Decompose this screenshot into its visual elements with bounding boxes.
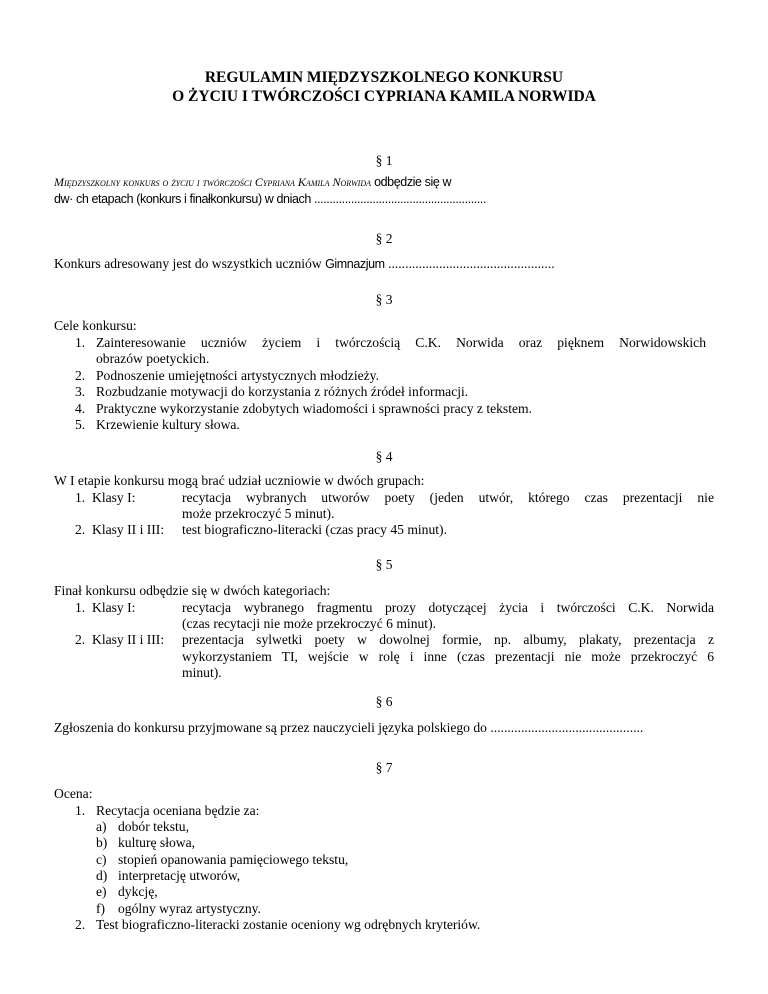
category-description: test biograficzno-literacki (czas pracy 45 minut). xyxy=(182,522,447,537)
section-1-line-1-rest: odbędzie się w xyxy=(371,175,452,189)
category-description: prezentacja sylwetki poety w dowolnej formie, np. albumy, plakaty, prezentacja z xyxy=(182,632,714,647)
sublist-letter: d) xyxy=(96,868,108,883)
sublist-item-text: dykcję, xyxy=(118,884,158,899)
section-4-intro: W I etapie konkursu mogą brać udział uczniowie w dwóch grupach: xyxy=(54,473,425,488)
category-label: Klasy II i III: xyxy=(92,632,165,647)
section-2-text-a: Konkurs adresowany jest do wszystkich uczniów xyxy=(54,256,326,271)
category-description-cont: może przekroczyć 5 minut). xyxy=(182,506,335,521)
section-6-text: Zgłoszenia do konkursu przyjmowane są przez nauczycieli języka polskiego do ............................................. xyxy=(54,720,644,735)
sublist-item-text: kulturę słowa, xyxy=(118,835,196,850)
list-number: 1. xyxy=(75,490,86,505)
section-6-mark: § 6 xyxy=(375,694,393,709)
list-number: 1. xyxy=(75,335,86,350)
category-description: recytacja wybranych utworów poety (jeden utwór, którego czas prezentacji nie xyxy=(182,490,714,505)
list-number: 2. xyxy=(75,522,86,537)
category-description-cont: wykorzystaniem TI, wejście w rolę i inne (czas prezentacji nie może przekroczyć 6 xyxy=(182,649,714,664)
section-2-text xyxy=(54,256,738,272)
category-label: Klasy I: xyxy=(92,600,136,615)
sublist-letter: c) xyxy=(96,852,107,867)
category-description-cont: minut). xyxy=(182,665,222,680)
list-item-text: Rozbudzanie motywacji do korzystania z różnych źródeł informacji. xyxy=(96,384,469,399)
list-item-text-cont: obrazów poetyckich. xyxy=(96,351,210,366)
section-5-intro: Finał konkursu odbędzie się w dwóch kategoriach: xyxy=(54,583,331,598)
section-7-intro: Ocena: xyxy=(54,786,93,801)
list-number: 2. xyxy=(75,632,86,647)
category-label: Klasy I: xyxy=(92,490,136,505)
sublist-letter: f) xyxy=(96,901,106,916)
list-number: 1. xyxy=(75,803,86,818)
sublist-item-text: interpretację utworów, xyxy=(118,868,241,883)
sublist-letter: b) xyxy=(96,835,108,850)
contest-name: Międzyszkolny konkurs o życiu i twórczości Cypriana Kamila Norwida xyxy=(54,175,371,189)
list-item-text: Zainteresowanie uczniów życiem i twórczością C.K. Norwida oraz pięknem Norwidowskich xyxy=(96,335,706,350)
sublist-item-text: ogólny wyraz artystyczny. xyxy=(118,901,261,916)
section-3-intro: Cele konkursu: xyxy=(54,318,137,333)
section-3-mark: § 3 xyxy=(375,292,393,307)
list-item-text: Krzewienie kultury słowa. xyxy=(96,417,240,432)
section-7-mark: § 7 xyxy=(375,760,393,775)
section-4-mark: § 4 xyxy=(375,449,393,464)
category-label: Klasy II i III: xyxy=(92,522,165,537)
section-2-school: Gimnazjum xyxy=(325,257,385,271)
sublist-letter: a) xyxy=(96,819,107,834)
list-number: 2. xyxy=(75,368,86,383)
sublist-letter: e) xyxy=(96,884,107,899)
list-item-text: Praktyczne wykorzystanie zdobytych wiadomości i sprawności pracy z tekstem. xyxy=(96,401,533,416)
category-description: recytacja wybranego fragmentu prozy dotyczącej życia i twórczości C.K. Norwida xyxy=(182,600,714,615)
section-5-mark: § 5 xyxy=(375,557,393,572)
list-item-text: Recytacja oceniana będzie za: xyxy=(96,803,260,818)
section-2-dots: ................................................. xyxy=(384,256,555,271)
category-description-cont: (czas recytacji nie może przekroczyć 6 minut). xyxy=(182,616,436,631)
list-number: 2. xyxy=(75,917,86,932)
list-number: 1. xyxy=(75,600,86,615)
sublist-item-text: stopień opanowania pamięciowego tekstu, xyxy=(118,852,349,867)
section-1-mark: § 1 xyxy=(375,153,393,168)
list-item-text: Test biograficzno-literacki zostanie oceniony wg odrębnych kryteriów. xyxy=(96,917,481,932)
list-item-text: Podnoszenie umiejętności artystycznych młodzieży. xyxy=(96,368,379,383)
section-1-line-2: dw· ch etapach (konkurs i finałkonkursu) w dniach ........................................................ xyxy=(54,192,487,206)
list-number: 5. xyxy=(75,417,86,432)
list-number: 4. xyxy=(75,401,86,416)
section-2-mark: § 2 xyxy=(375,231,393,246)
document-title-line-2: O ŻYCIU I TWÓRCZOŚCI CYPRIANA KAMILA NORWIDA xyxy=(172,88,596,105)
document-title-line-1: REGULAMIN MIĘDZYSZKOLNEGO KONKURSU xyxy=(204,69,564,86)
list-number: 3. xyxy=(75,384,86,399)
sublist-item-text: dobór tekstu, xyxy=(118,819,189,834)
section-1-line-1 xyxy=(54,174,738,190)
